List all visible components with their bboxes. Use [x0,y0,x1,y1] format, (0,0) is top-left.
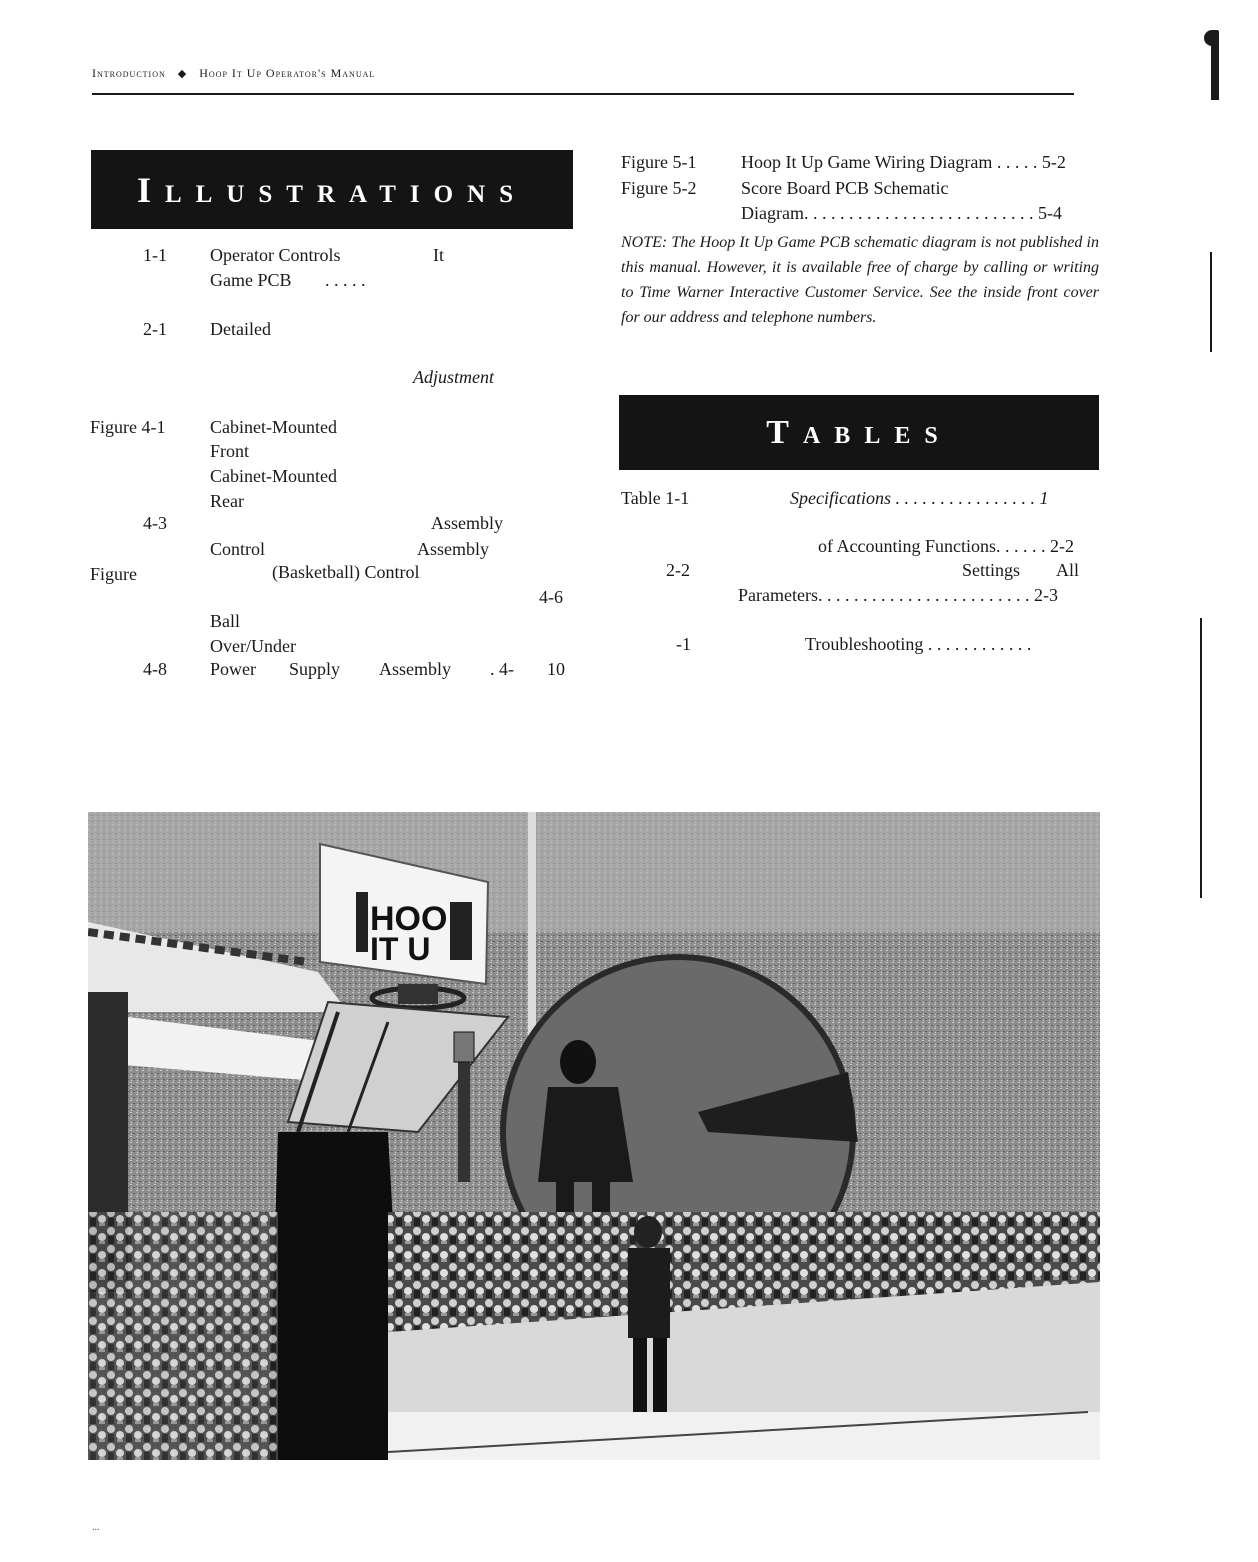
list-item-text: Troubleshooting . . . . . . . . . . . . [805,634,1032,654]
list-item-text: Settings [962,560,1021,580]
list-item-text: (Basketball) Control [272,562,420,582]
section-name: Introduction [92,66,166,80]
list-item-text: Operator Controls [210,245,341,265]
list-item-text: Power [210,659,256,679]
list-item-text: Ball [210,611,240,631]
list-item-label: Table 1-1 [621,488,690,508]
list-item-text: Assembly [379,659,451,679]
list-item-label: 1-1 [143,245,167,265]
list-item-label: 4-8 [143,659,167,679]
list-item-label: Figure 5-2 [621,178,697,198]
list-item-text: Cabinet-Mounted [210,417,337,437]
list-item-label: 4-3 [143,513,167,533]
event-photo [88,812,1100,1460]
list-item-page: . 4- [490,659,514,679]
list-item-text: It [433,245,444,265]
player-head [560,1040,596,1084]
list-item-page: 4-6 [539,587,563,607]
list-item-text: Specifications . . . . . . . . . . . . . . . . 1 [790,488,1049,508]
page-corner-mark [1211,30,1219,100]
list-item-text: Game PCB [210,270,292,290]
manual-title: Hoop It Up Operator's Manual [199,66,376,80]
list-item-text: Front [210,441,250,461]
header-rule [92,93,1074,95]
schematic-note: NOTE: The Hoop It Up Game PCB schematic diagram is not published in this manual. However, it is available free of charge by calling or writing to Time Warner Interactive Customer Service. See the inside front cover for our address and telephone numbers. [621,234,1099,326]
illustrations-heading: Illustrations [91,150,573,229]
list-item-text: Rear [210,491,244,511]
list-item-text: All [1056,560,1080,580]
game-cabinet [268,1132,406,1460]
list-item-text: Adjustment [413,367,494,387]
list-item-text: Assembly [431,513,503,533]
diamond-separator-icon: ◆ [177,68,188,80]
page-number: ... [92,1522,100,1533]
sign-line-2: IT U [370,931,431,967]
list-item-text: Over/Under [210,636,296,656]
list-item-text: Detailed [210,319,271,339]
list-item-label: -1 [676,634,691,654]
list-item-text: Assembly [417,539,489,559]
list-item-label: Figure 4-1 [90,417,166,437]
list-item-page: 10 [547,659,565,679]
list-item-label: 2-1 [143,319,167,339]
list-item-text: Diagram. . . . . . . . . . . . . . . . . . . . . . . . . . 5-4 [741,203,1062,223]
list-item-text: Score Board PCB Schematic [741,178,949,198]
event-photo-drawing [88,812,1100,1460]
list-item-label: Figure 5-1 [621,152,697,172]
list-item-label: Figure [90,564,137,584]
list-item-label: 2-2 [666,560,690,580]
sign-line-1: HOO [370,900,448,938]
margin-bar [1210,252,1212,352]
list-item-leader: . . . . . [325,270,366,290]
running-header [92,66,375,81]
margin-bar [1200,618,1202,898]
list-item-text: Supply [289,659,341,679]
list-item-text: Control [210,539,266,559]
tables-heading: Tables [619,395,1099,470]
list-item-text: of Accounting Functions. . . . . . 2-2 [818,536,1074,556]
list-item-text: Cabinet-Mounted [210,466,337,486]
list-item-text: Parameters. . . . . . . . . . . . . . . . . . . . . . . . 2-3 [738,585,1058,605]
list-item-text: Hoop It Up Game Wiring Diagram . . . . . 5-2 [741,152,1066,172]
